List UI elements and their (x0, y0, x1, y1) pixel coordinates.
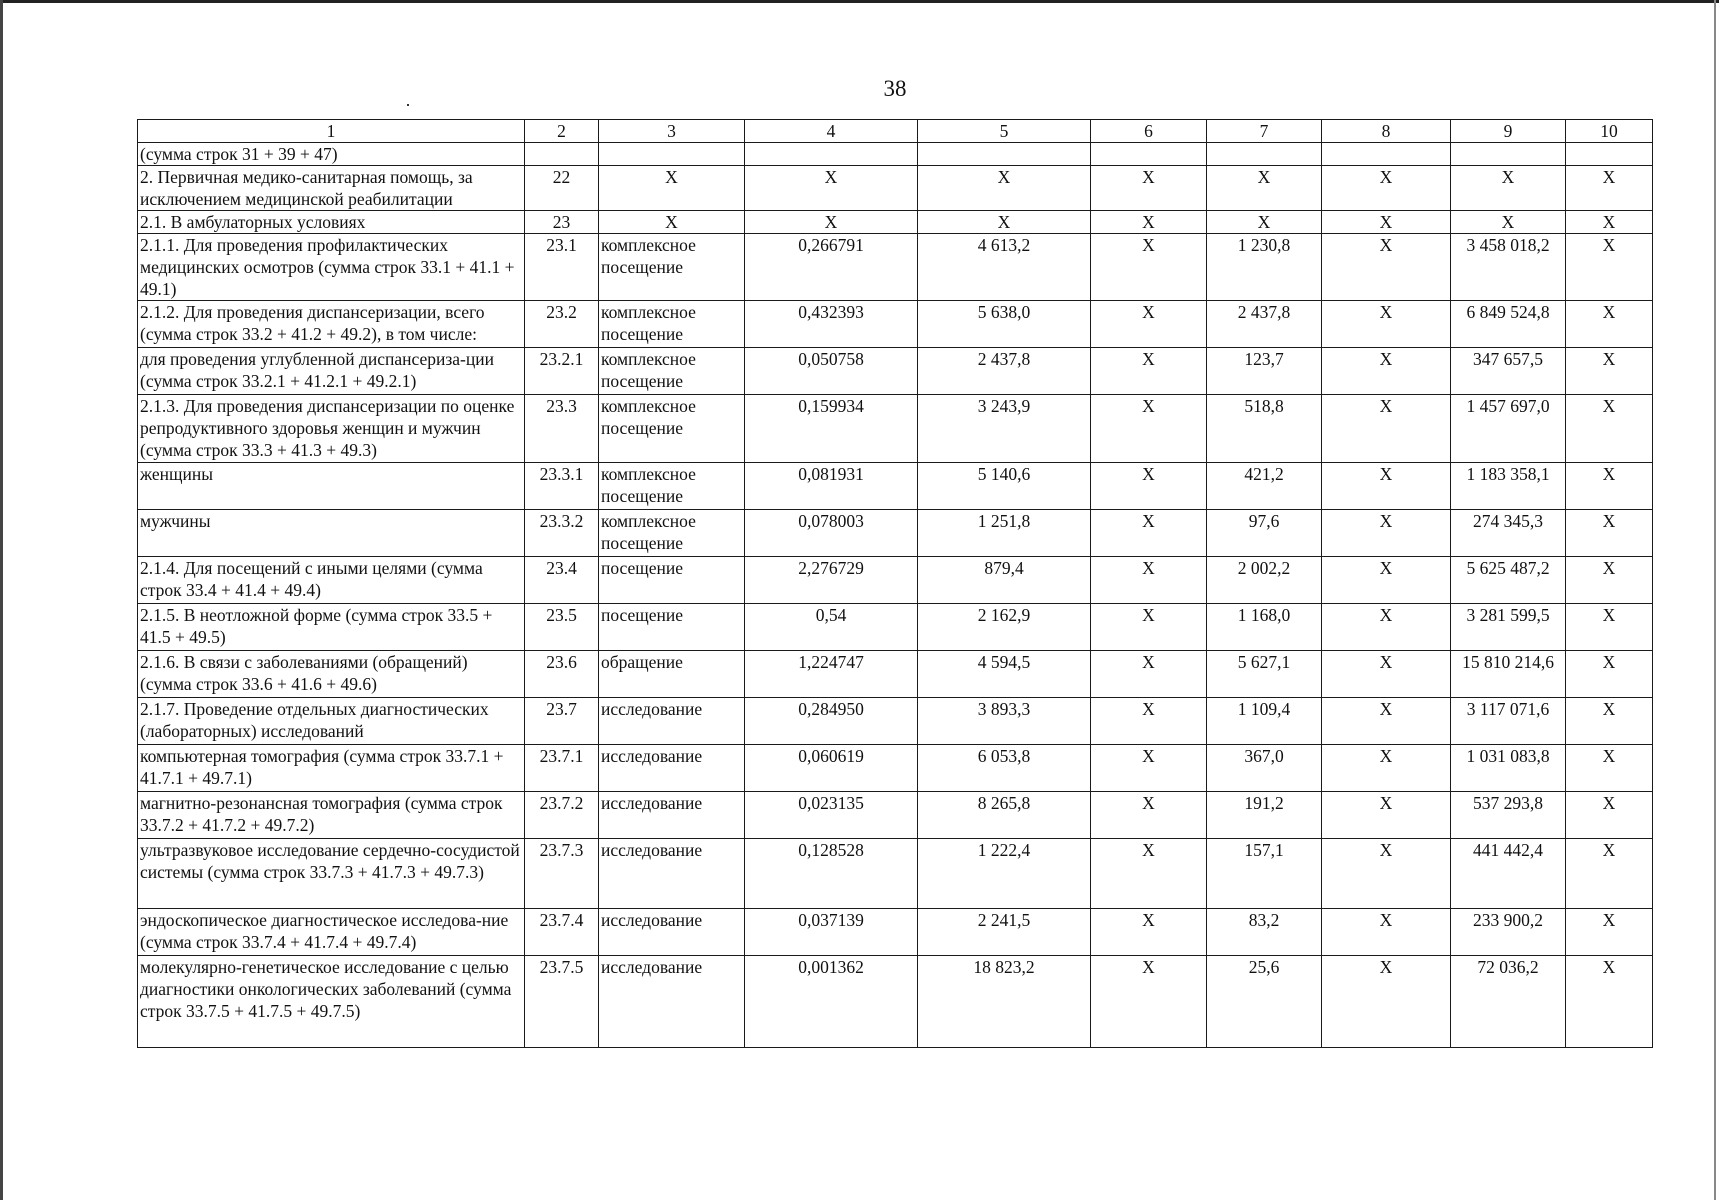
row-unit: комплексное посещение (599, 234, 745, 301)
cell-col4: 0,432393 (745, 301, 918, 348)
cell-col7: 191,2 (1207, 792, 1322, 839)
cell-col7: 2 002,2 (1207, 557, 1322, 604)
row-name: 2.1.7. Проведение отдельных диагностических (лабораторных) исследований (138, 698, 525, 745)
cell-col4: Х (745, 166, 918, 211)
header-row (138, 120, 1653, 143)
table-row (138, 956, 1653, 1048)
cell-col10: Х (1566, 698, 1653, 745)
row-unit: Х (599, 211, 745, 234)
row-unit: комплексное посещение (599, 395, 745, 463)
cell-col9: 3 117 071,6 (1451, 698, 1566, 745)
cell-col10: Х (1566, 651, 1653, 698)
row-number: 23 (525, 211, 599, 234)
row-name: женщины (138, 463, 525, 510)
row-unit: посещение (599, 557, 745, 604)
cell-col6: Х (1091, 301, 1207, 348)
scan-border-left (0, 0, 3, 1200)
cell-col5: Х (918, 211, 1091, 234)
row-number: 23.7.3 (525, 839, 599, 909)
row-name: 2.1.2. Для проведения диспансеризации, всего (сумма строк 33.2 + 41.2 + 49.2), в том числе: (138, 301, 525, 348)
row-unit (599, 143, 745, 166)
row-number: 23.1 (525, 234, 599, 301)
row-name: компьютерная томография (сумма строк 33.7.1 + 41.7.1 + 49.7.1) (138, 745, 525, 792)
column-header: 6 (1091, 120, 1207, 143)
cell-col6: Х (1091, 234, 1207, 301)
cell-col4: 0,128528 (745, 839, 918, 909)
cell-col8: Х (1322, 651, 1451, 698)
row-number: 23.5 (525, 604, 599, 651)
cell-col8: Х (1322, 557, 1451, 604)
cell-col7: Х (1207, 166, 1322, 211)
row-unit: комплексное посещение (599, 463, 745, 510)
cell-col4: 0,023135 (745, 792, 918, 839)
cell-col6: Х (1091, 909, 1207, 956)
table-row (138, 463, 1653, 510)
row-number: 23.7.5 (525, 956, 599, 1048)
cell-col10: Х (1566, 557, 1653, 604)
row-name: ультразвуковое исследование сердечно-сосудистой системы (сумма строк 33.7.3 + 41.7.3 + 49.7.3) (138, 839, 525, 909)
cell-col6: Х (1091, 792, 1207, 839)
table-row (138, 166, 1653, 211)
column-header: 8 (1322, 120, 1451, 143)
cell-col7: 5 627,1 (1207, 651, 1322, 698)
row-name: 2.1.4. Для посещений с иными целями (сумма строк 33.4 + 41.4 + 49.4) (138, 557, 525, 604)
cell-col8: Х (1322, 792, 1451, 839)
cell-col5: 2 437,8 (918, 348, 1091, 395)
cell-col5: 5 140,6 (918, 463, 1091, 510)
cell-col5: 5 638,0 (918, 301, 1091, 348)
cell-col7: 1 168,0 (1207, 604, 1322, 651)
row-unit: исследование (599, 698, 745, 745)
cell-col6: Х (1091, 510, 1207, 557)
cell-col10: Х (1566, 956, 1653, 1048)
cell-col9: 1 457 697,0 (1451, 395, 1566, 463)
cell-col7: 157,1 (1207, 839, 1322, 909)
table-row (138, 698, 1653, 745)
table-row (138, 348, 1653, 395)
row-unit: комплексное посещение (599, 301, 745, 348)
table-row (138, 604, 1653, 651)
table-row (138, 395, 1653, 463)
cell-col10: Х (1566, 301, 1653, 348)
cell-col5: 6 053,8 (918, 745, 1091, 792)
row-name: молекулярно-генетическое исследование с целью диагностики онкологических заболеваний (сумма строк 33.7.5 + 41.7.5 + 49.7.5) (138, 956, 525, 1048)
cell-col9: 233 900,2 (1451, 909, 1566, 956)
cell-col9: 274 345,3 (1451, 510, 1566, 557)
row-number: 23.7.4 (525, 909, 599, 956)
cell-col9: 3 458 018,2 (1451, 234, 1566, 301)
cell-col4: 0,060619 (745, 745, 918, 792)
row-name: 2.1.6. В связи с заболеваниями (обращений) (сумма строк 33.6 + 41.6 + 49.6) (138, 651, 525, 698)
cell-col4: 0,037139 (745, 909, 918, 956)
cell-col5: 4 594,5 (918, 651, 1091, 698)
cell-col4: 0,050758 (745, 348, 918, 395)
column-header: 1 (138, 120, 525, 143)
cell-col4: 1,224747 (745, 651, 918, 698)
cell-col8: Х (1322, 510, 1451, 557)
page-number: 38 (883, 76, 907, 101)
row-name: (сумма строк 31 + 39 + 47) (138, 143, 525, 166)
cell-col10: Х (1566, 745, 1653, 792)
row-unit: исследование (599, 839, 745, 909)
report-table (137, 119, 1653, 1048)
row-unit: Х (599, 166, 745, 211)
row-name: магнитно-резонансная томография (сумма строк 33.7.2 + 41.7.2 + 49.7.2) (138, 792, 525, 839)
cell-col4: 0,266791 (745, 234, 918, 301)
cell-col10: Х (1566, 463, 1653, 510)
scan-border-top (0, 0, 1719, 3)
cell-col10: Х (1566, 234, 1653, 301)
column-header: 3 (599, 120, 745, 143)
row-unit: исследование (599, 745, 745, 792)
row-number: 23.7.2 (525, 792, 599, 839)
row-name: для проведения углубленной диспансериза-ции (сумма строк 33.2.1 + 41.2.1 + 49.2.1) (138, 348, 525, 395)
column-header: 4 (745, 120, 918, 143)
row-unit: исследование (599, 909, 745, 956)
cell-col7: 367,0 (1207, 745, 1322, 792)
cell-col6: Х (1091, 651, 1207, 698)
cell-col7: 97,6 (1207, 510, 1322, 557)
row-name: 2.1. В амбулаторных условиях (138, 211, 525, 234)
table-row (138, 301, 1653, 348)
cell-col4: 0,081931 (745, 463, 918, 510)
cell-col9: 5 625 487,2 (1451, 557, 1566, 604)
cell-col7: 25,6 (1207, 956, 1322, 1048)
cell-col7: 123,7 (1207, 348, 1322, 395)
row-name: 2.1.1. Для проведения профилактических медицинских осмотров (сумма строк 33.1 + 41.1 + 49.1) (138, 234, 525, 301)
cell-col5: 2 162,9 (918, 604, 1091, 651)
table-row (138, 510, 1653, 557)
cell-col7: 518,8 (1207, 395, 1322, 463)
cell-col6: Х (1091, 166, 1207, 211)
cell-col4: 0,159934 (745, 395, 918, 463)
cell-col9: 441 442,4 (1451, 839, 1566, 909)
row-unit: комплексное посещение (599, 348, 745, 395)
cell-col5: Х (918, 166, 1091, 211)
cell-col9: 1 031 083,8 (1451, 745, 1566, 792)
cell-col9: 347 657,5 (1451, 348, 1566, 395)
row-number: 23.3.2 (525, 510, 599, 557)
cell-col8: Х (1322, 745, 1451, 792)
row-name: мужчины (138, 510, 525, 557)
row-unit: посещение (599, 604, 745, 651)
row-unit: обращение (599, 651, 745, 698)
row-number: 23.4 (525, 557, 599, 604)
row-name: эндоскопическое диагностическое исследова-ние (сумма строк 33.7.4 + 41.7.4 + 49.7.4) (138, 909, 525, 956)
cell-col6: Х (1091, 395, 1207, 463)
table-row (138, 211, 1653, 234)
cell-col8: Х (1322, 348, 1451, 395)
cell-col8: Х (1322, 698, 1451, 745)
cell-col10: Х (1566, 211, 1653, 234)
table-row (138, 792, 1653, 839)
row-number: 22 (525, 166, 599, 211)
cell-col7: 83,2 (1207, 909, 1322, 956)
cell-col5: 3 893,3 (918, 698, 1091, 745)
cell-col4: 2,276729 (745, 557, 918, 604)
cell-col10: Х (1566, 166, 1653, 211)
cell-col10: Х (1566, 839, 1653, 909)
cell-col4: 0,54 (745, 604, 918, 651)
cell-col6: Х (1091, 698, 1207, 745)
cell-col6: Х (1091, 745, 1207, 792)
column-header: 10 (1566, 120, 1653, 143)
row-number: 23.2 (525, 301, 599, 348)
cell-col6: Х (1091, 839, 1207, 909)
cell-col6: Х (1091, 463, 1207, 510)
cell-col7 (1207, 143, 1322, 166)
row-number: 23.7.1 (525, 745, 599, 792)
cell-col7: Х (1207, 211, 1322, 234)
cell-col8: Х (1322, 234, 1451, 301)
cell-col5: 1 251,8 (918, 510, 1091, 557)
cell-col8: Х (1322, 395, 1451, 463)
cell-col4: 0,001362 (745, 956, 918, 1048)
row-number: 23.2.1 (525, 348, 599, 395)
row-number: 23.3.1 (525, 463, 599, 510)
cell-col9: 1 183 358,1 (1451, 463, 1566, 510)
cell-col5: 3 243,9 (918, 395, 1091, 463)
cell-col10: Х (1566, 348, 1653, 395)
cell-col6: Х (1091, 956, 1207, 1048)
column-header: 5 (918, 120, 1091, 143)
row-name: 2. Первичная медико-санитарная помощь, за исключением медицинской реабилитации (138, 166, 525, 211)
cell-col4: 0,284950 (745, 698, 918, 745)
cell-col5: 18 823,2 (918, 956, 1091, 1048)
cell-col9: 6 849 524,8 (1451, 301, 1566, 348)
table-row (138, 143, 1653, 166)
cell-col8: Х (1322, 211, 1451, 234)
row-name: 2.1.5. В неотложной форме (сумма строк 33.5 + 41.5 + 49.5) (138, 604, 525, 651)
cell-col10 (1566, 143, 1653, 166)
table-row (138, 557, 1653, 604)
row-number: 23.7 (525, 698, 599, 745)
cell-col4 (745, 143, 918, 166)
row-number: 23.6 (525, 651, 599, 698)
cell-col10: Х (1566, 395, 1653, 463)
cell-col5 (918, 143, 1091, 166)
cell-col5: 879,4 (918, 557, 1091, 604)
row-unit: исследование (599, 792, 745, 839)
cell-col6: Х (1091, 348, 1207, 395)
cell-col5: 2 241,5 (918, 909, 1091, 956)
cell-col8: Х (1322, 301, 1451, 348)
cell-col10: Х (1566, 604, 1653, 651)
row-unit: комплексное посещение (599, 510, 745, 557)
cell-col7: 1 109,4 (1207, 698, 1322, 745)
column-header: 9 (1451, 120, 1566, 143)
cell-col9: 15 810 214,6 (1451, 651, 1566, 698)
row-unit: исследование (599, 956, 745, 1048)
cell-col8: Х (1322, 463, 1451, 510)
cell-col8: Х (1322, 166, 1451, 211)
cell-col6 (1091, 143, 1207, 166)
cell-col9: Х (1451, 211, 1566, 234)
cell-col10: Х (1566, 909, 1653, 956)
cell-col8 (1322, 143, 1451, 166)
cell-col9 (1451, 143, 1566, 166)
cell-col9: 3 281 599,5 (1451, 604, 1566, 651)
table-row (138, 651, 1653, 698)
column-header: 2 (525, 120, 599, 143)
table-row (138, 234, 1653, 301)
cell-col9: 537 293,8 (1451, 792, 1566, 839)
cell-col8: Х (1322, 839, 1451, 909)
column-header: 7 (1207, 120, 1322, 143)
cell-col5: 8 265,8 (918, 792, 1091, 839)
row-number: 23.3 (525, 395, 599, 463)
cell-col8: Х (1322, 956, 1451, 1048)
row-name: 2.1.3. Для проведения диспансеризации по оценке репродуктивного здоровья женщин и мужчин (сумма строк 33.3 + 41.3 + 49.3) (138, 395, 525, 463)
scan-speck (407, 104, 409, 106)
cell-col8: Х (1322, 909, 1451, 956)
cell-col4: Х (745, 211, 918, 234)
cell-col6: Х (1091, 604, 1207, 651)
cell-col5: 4 613,2 (918, 234, 1091, 301)
cell-col10: Х (1566, 792, 1653, 839)
cell-col9: 72 036,2 (1451, 956, 1566, 1048)
table-row (138, 745, 1653, 792)
cell-col8: Х (1322, 604, 1451, 651)
cell-col4: 0,078003 (745, 510, 918, 557)
cell-col7: 1 230,8 (1207, 234, 1322, 301)
scan-border-right (1714, 0, 1716, 1200)
cell-col7: 421,2 (1207, 463, 1322, 510)
cell-col6: Х (1091, 557, 1207, 604)
cell-col7: 2 437,8 (1207, 301, 1322, 348)
table-row (138, 909, 1653, 956)
cell-col9: Х (1451, 166, 1566, 211)
table-row (138, 839, 1653, 909)
cell-col6: Х (1091, 211, 1207, 234)
cell-col10: Х (1566, 510, 1653, 557)
row-number (525, 143, 599, 166)
cell-col5: 1 222,4 (918, 839, 1091, 909)
